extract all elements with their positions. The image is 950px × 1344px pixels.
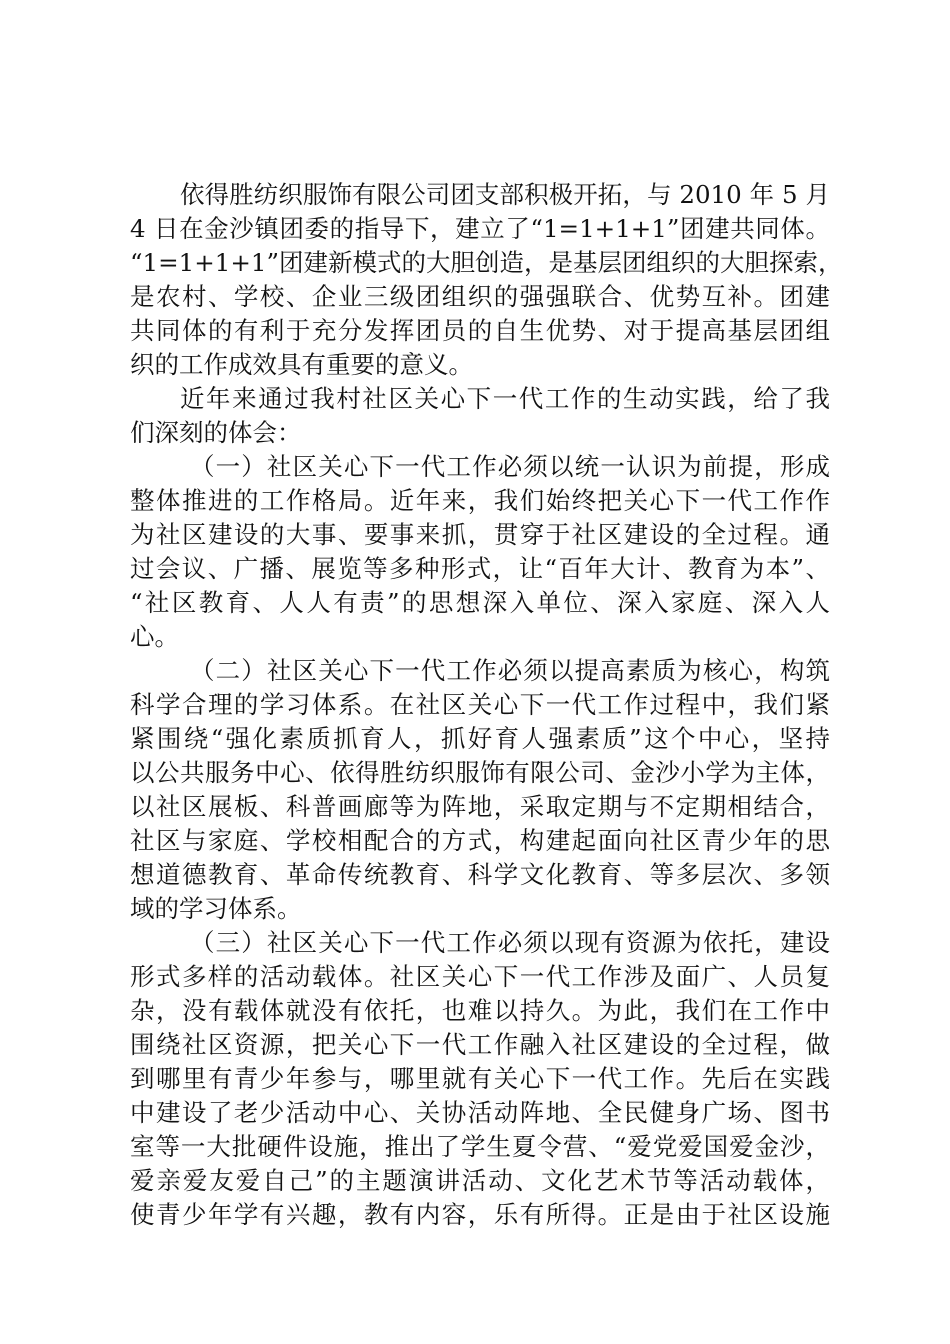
text-line: 们深刻的体会：	[130, 418, 302, 447]
text-line: 过会议、广播、展览等多种形式，让“百年大计、教育为本”、	[130, 554, 830, 583]
text-line: 科学合理的学习体系。在社区关心下一代工作过程中，我们紧	[130, 690, 830, 719]
text-line: 以公共服务中心、依得胜纺织服饰有限公司、金沙小学为主体，	[130, 758, 830, 787]
text-line: “社区教育、人人有责”的思想深入单位、深入家庭、深入人	[130, 588, 830, 617]
text-line: 使青少年学有兴趣，教有内容，乐有所得。正是由于社区设施	[130, 1200, 830, 1229]
text-line: 中建设了老少活动中心、关协活动阵地、全民健身广场、图书	[130, 1098, 830, 1127]
text-line: 心。	[130, 622, 179, 651]
text-line: 近年来通过我村社区关心下一代工作的生动实践，给了我	[180, 384, 830, 413]
text-line: 4 日在金沙镇团委的指导下，建立了“1=1+1+1”团建共同体。	[130, 214, 830, 243]
text-line: 织的工作成效具有重要的意义。	[130, 350, 473, 379]
text-line: 到哪里有青少年参与，哪里就有关心下一代工作。先后在实践	[130, 1064, 830, 1093]
text-line: 形式多样的活动载体。社区关心下一代工作涉及面广、人员复	[130, 962, 830, 991]
text-line: 是农村、学校、企业三级团组织的强强联合、优势互补。团建	[130, 282, 830, 311]
text-line: 依得胜纺织服饰有限公司团支部积极开拓，与 2010 年 5 月	[180, 180, 830, 209]
text-line: 为社区建设的大事、要事来抓，贯穿于社区建设的全过程。通	[130, 520, 830, 549]
text-line: （一）社区关心下一代工作必须以统一认识为前提，形成	[190, 452, 830, 481]
text-line: （二）社区关心下一代工作必须以提高素质为核心，构筑	[190, 656, 830, 685]
text-line: 室等一大批硬件设施，推出了学生夏令营、“爱党爱国爱金沙，	[130, 1132, 830, 1161]
text-line: （三）社区关心下一代工作必须以现有资源为依托，建设	[190, 928, 830, 957]
text-line: 以社区展板、科普画廊等为阵地，采取定期与不定期相结合，	[130, 792, 830, 821]
text-line: 域的学习体系。	[130, 894, 302, 923]
text-line: 社区与家庭、学校相配合的方式，构建起面向社区青少年的思	[130, 826, 830, 855]
text-line: 整体推进的工作格局。近年来，我们始终把关心下一代工作作	[130, 486, 830, 515]
text-line: 爱亲爱友爱自己”的主题演讲活动、文化艺术节等活动载体，	[130, 1166, 830, 1195]
text-line: 杂，没有载体就没有依托，也难以持久。为此，我们在工作中	[130, 996, 830, 1025]
text-line: 围绕社区资源，把关心下一代工作融入社区建设的全过程，做	[130, 1030, 830, 1059]
text-line: “1=1+1+1”团建新模式的大胆创造，是基层团组织的大胆探索，	[130, 248, 843, 277]
text-line: 想道德教育、革命传统教育、科学文化教育、等多层次、多领	[130, 860, 830, 889]
text-line: 共同体的有利于充分发挥团员的自生优势、对于提高基层团组	[130, 316, 830, 345]
text-line: 紧围绕“强化素质抓育人，抓好育人强素质”这个中心，坚持	[130, 724, 830, 753]
